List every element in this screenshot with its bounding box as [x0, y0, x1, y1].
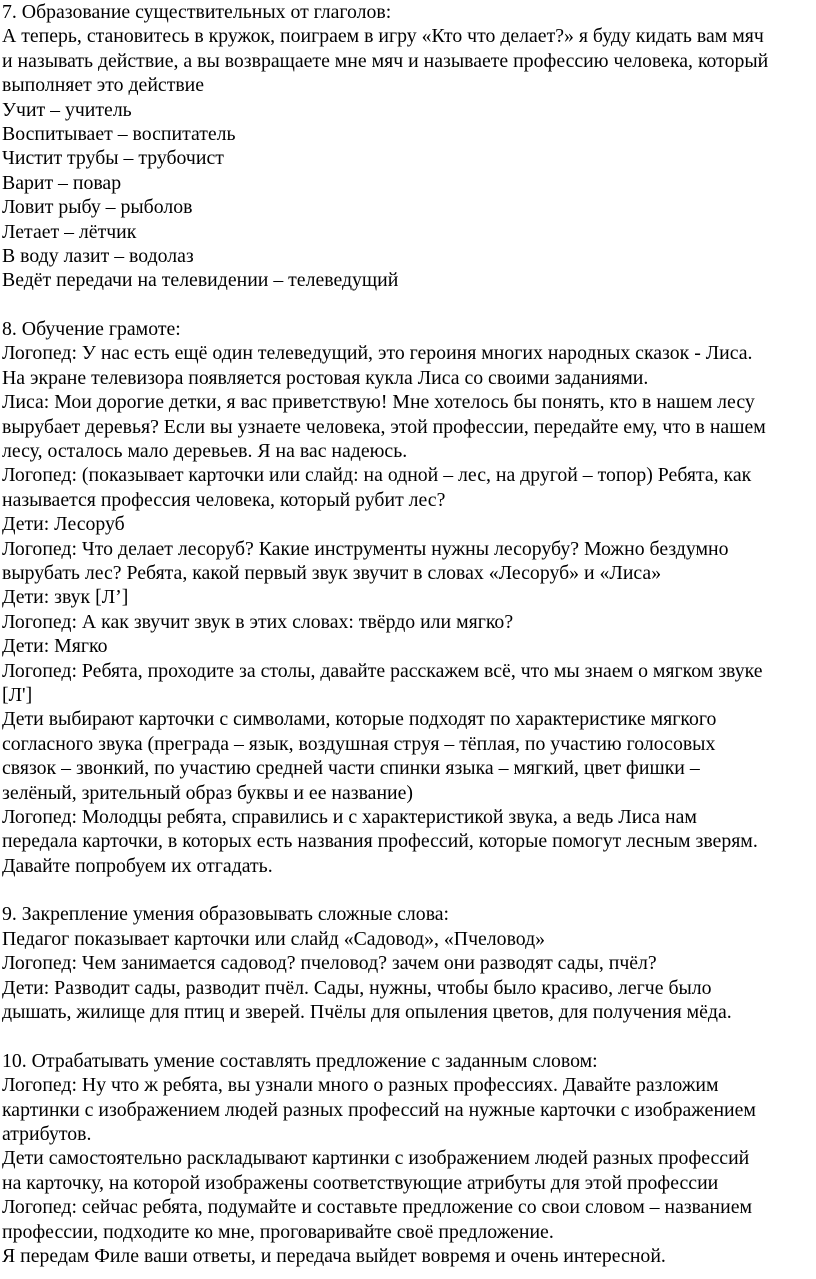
text-line: Логопед: Чем занимается садовод? пчеловод? зачем они разводят сады, пчёл? — [2, 952, 657, 975]
text-line: Ловит рыбу – рыболов — [2, 196, 193, 219]
text-line: Ведёт передачи на телевидении – телеведущий — [2, 269, 399, 292]
text-line: Дети выбирают карточки с символами, которые подходят по характеристике мягкого — [2, 708, 717, 731]
text-line: Учит – учитель — [2, 98, 132, 121]
text-line: Логопед: Ребята, проходите за столы, давайте расскажем всё, что мы знаем о мягком звуке — [2, 659, 763, 682]
text-line: согласного звука (преграда – язык, воздушная струя – тёплая, по участию голосовых — [2, 732, 716, 755]
text-line: На экране телевизора появляется ростовая кукла Лиса со своими заданиями. — [2, 366, 649, 389]
document-section-3 — [2, 902, 812, 1024]
text-line: передала карточки, в которых есть названия профессий, которые помогут лесным зверям. — [2, 830, 758, 853]
text-line: зелёный, зрительный образ буквы и ее название) — [2, 781, 414, 804]
text-line: Дети: Разводит сады, разводит пчёл. Сады, нужны, чтобы было красиво, легче было — [2, 976, 712, 999]
document-section-1 — [2, 0, 812, 293]
section-heading: 8. Обучение грамоте: — [2, 318, 181, 341]
text-line: Логопед: Молодцы ребята, справились и с характеристикой звука, а ведь Лиса нам — [2, 805, 697, 828]
text-line: Чистит трубы – трубочист — [2, 147, 224, 170]
text-line: лесу, осталось мало деревьев. Я на вас надеюсь. — [2, 440, 408, 463]
text-line: картинки с изображением людей разных профессий на нужные карточки с изображением — [2, 1098, 756, 1121]
text-line: Логопед: (показывает карточки или слайд: на одной – лес, на другой – топор) Ребята, как — [2, 464, 752, 487]
text-line: Дети: Мягко — [2, 635, 108, 658]
text-line: Я передам Филе ваши ответы, и передача выйдет вовремя и очень интересной. — [2, 1244, 666, 1267]
text-line: Логопед: А как звучит звук в этих словах: твёрдо или мягко? — [2, 610, 514, 633]
text-line: называется профессия человека, который рубит лес? — [2, 488, 446, 511]
text-line: Логопед: Что делает лесоруб? Какие инструменты нужны лесорубу? Можно бездумно — [2, 537, 729, 560]
section-gap — [2, 1024, 812, 1048]
text-line: Дети: звук [Л’] — [2, 586, 129, 609]
text-line: Дети: Лесоруб — [2, 513, 125, 536]
document-section-2 — [2, 317, 812, 878]
text-line: А теперь, становитесь в кружок, поиграем в игру «Кто что делает?» я буду кидать вам мяч — [2, 25, 764, 48]
text-line: Лиса: Мои дорогие детки, я вас приветствую! Мне хотелось бы понять, кто в нашем лесу — [2, 391, 755, 414]
text-line: на карточку, на которой изображены соответствующие атрибуты для этой профессии — [2, 1171, 719, 1194]
text-line: атрибутов. — [2, 1122, 92, 1145]
text-line: профессии, подходите ко мне, проговаривайте своё предложение. — [2, 1220, 554, 1243]
text-line: дышать, жилище для птиц и зверей. Пчёлы для опыления цветов, для получения мёда. — [2, 1001, 732, 1024]
section-heading: 7. Образование существительных от глаголов: — [2, 1, 392, 23]
text-line: [Л'] — [2, 683, 33, 706]
text-line: вырубать лес? Ребята, какой первый звук звучит в словах «Лесоруб» и «Лиса» — [2, 561, 662, 584]
text-line: Варит – повар — [2, 171, 122, 194]
text-line: Логопед: Ну что ж ребята, вы узнали много о разных профессиях. Давайте разложим — [2, 1074, 719, 1097]
section-heading: 10. Отрабатывать умение составлять предложение с заданным словом: — [2, 1049, 598, 1072]
text-line: Воспитывает – воспитатель — [2, 122, 236, 145]
section-gap — [2, 878, 812, 902]
text-line: Летает – лётчик — [2, 220, 137, 243]
text-line: Педагог показывает карточки или слайд «Садовод», «Пчеловод» — [2, 927, 546, 950]
text-line: В воду лазит – водолаз — [2, 244, 194, 267]
text-line: Логопед: У нас есть ещё один телеведущий, это героиня многих народных сказок - Лиса. — [2, 342, 753, 365]
text-line: и называть действие, а вы возвращаете мне мяч и называете профессию человека, который — [2, 49, 769, 72]
text-line: Дети самостоятельно раскладывают картинки с изображением людей разных профессий — [2, 1147, 750, 1170]
section-gap — [2, 293, 812, 317]
text-line: связок – звонкий, по участию средней части спинки языка – мягкий, цвет фишки – — [2, 757, 700, 780]
text-line: выполняет это действие — [2, 74, 205, 97]
text-line: Логопед: сейчас ребята, подумайте и составьте предложение со свои словом – названием — [2, 1196, 753, 1219]
text-line: Давайте попробуем их отгадать. — [2, 854, 273, 877]
document-section-4 — [2, 1049, 812, 1269]
section-heading: 9. Закрепление умения образовывать сложные слова: — [2, 903, 450, 926]
text-line: вырубает деревья? Если вы узнаете человека, этой профессии, передайте ему, что в нашем — [2, 415, 766, 438]
